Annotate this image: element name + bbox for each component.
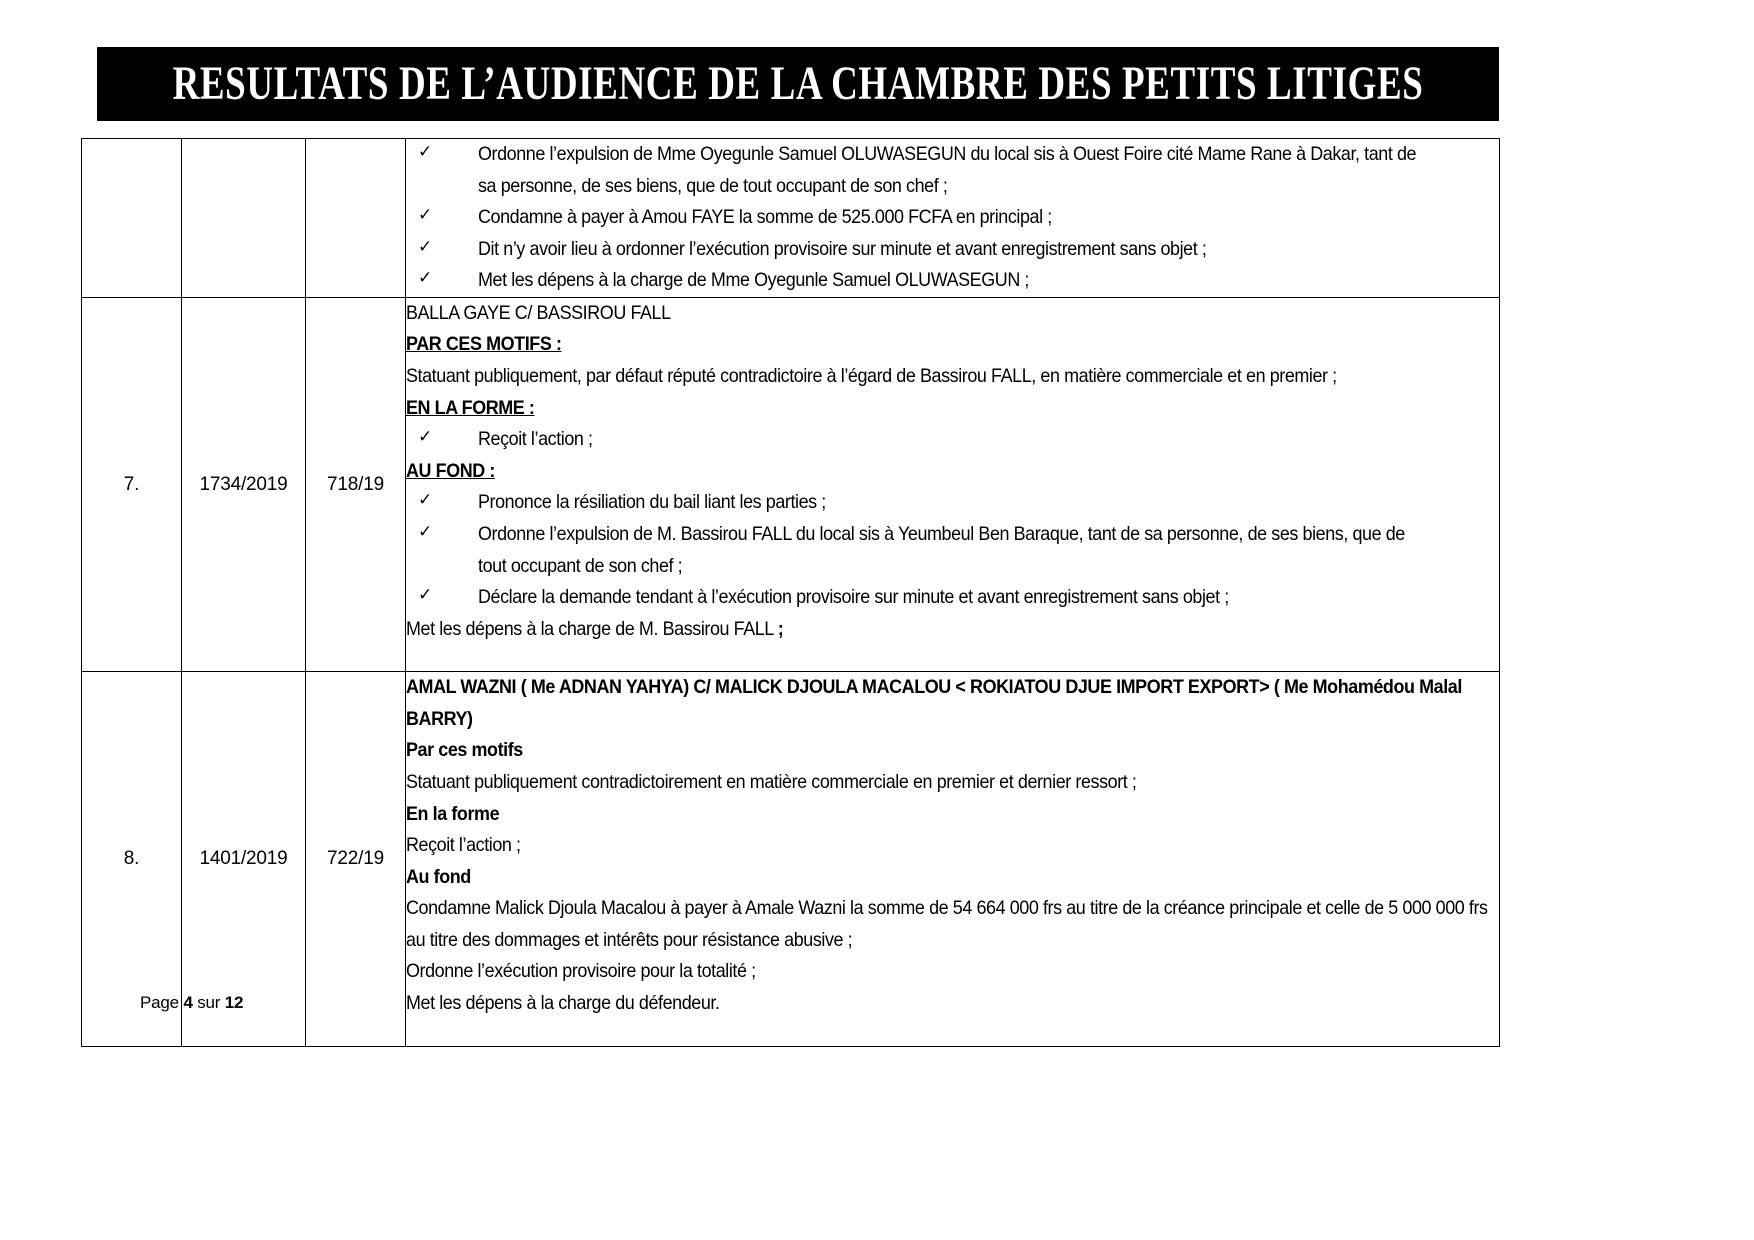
- check-icon: ✓: [418, 521, 432, 542]
- check-icon: ✓: [418, 142, 432, 162]
- cell-number: 8.: [82, 672, 182, 1046]
- decision-bullet: [406, 265, 1499, 297]
- footer-total-pages: 12: [224, 993, 244, 1012]
- decision-bullet-text: Déclare la demande tendant à l’exécution provisoire sur minute et avant enregistrement sans objet ;: [478, 586, 1229, 609]
- row-bottom-spacer: [406, 645, 1499, 671]
- footer-prefix: Page: [140, 993, 184, 1012]
- footer-middle: sur: [192, 993, 225, 1012]
- decision-bullet: [406, 519, 1499, 582]
- section-heading-en-la-forme: [406, 393, 1499, 425]
- decision-bullet: [406, 202, 1499, 234]
- hearing-results-table: [81, 138, 1500, 1047]
- cell-number: 7.: [82, 297, 182, 671]
- decision-costs-line: [406, 614, 1499, 646]
- section-heading-au-fond: Au fond: [406, 865, 471, 888]
- cell-rg-number: [182, 139, 306, 298]
- section-heading-au-fond: [406, 456, 1499, 488]
- check-icon: ✓: [418, 585, 432, 606]
- decision-paragraph: Statuant publiquement, par défaut réputé contradictoire à l’égard de Bassirou FALL, en matière commerciale et en premier ;: [406, 365, 1337, 388]
- decision-costs-text: Met les dépens à la charge de M. Bassirou FALL: [406, 617, 778, 640]
- table-row: [82, 139, 1500, 298]
- case-title: AMAL WAZNI ( Me ADNAN YAHYA) C/ MALICK DJOULA MACALOU < ROKIATOU DJUE IMPORT EXPORT> ( Me Mohamédou Malal BARRY): [406, 676, 1462, 730]
- page-footer: [140, 993, 243, 1013]
- page-header-banner: [97, 47, 1499, 121]
- decision-bullet-text: Reçoit l’action ;: [478, 428, 593, 451]
- check-icon: ✓: [418, 427, 432, 448]
- decision-bullet-text: Prononce la résiliation du bail liant les parties ;: [478, 491, 826, 514]
- section-heading-par-ces-motifs: Par ces motifs: [406, 739, 523, 762]
- row-bottom-spacer: [406, 1020, 1499, 1046]
- page-title: RESULTATS DE L’AUDIENCE DE LA CHAMBRE DES PETITS LITIGES: [172, 57, 1424, 111]
- table-row: [82, 297, 1500, 671]
- case-title: BALLA GAYE C/ BASSIROU FALL: [406, 301, 671, 324]
- cell-decision-text: [406, 297, 1500, 671]
- decision-paragraph: Ordonne l’exécution provisoire pour la totalité ;: [406, 960, 756, 983]
- section-heading-label: EN LA FORME :: [406, 396, 535, 419]
- decision-bullet-text: Met les dépens à la charge de Mme Oyegunle Samuel OLUWASEGUN ;: [478, 269, 1030, 292]
- cell-decision-text: [406, 139, 1500, 298]
- table-row: [82, 672, 1500, 1046]
- decision-bullet-text: Ordonne l’expulsion de M. Bassirou FALL du local sis à Yeumbeul Ben Baraque, tant de sa personne, de ses biens, que de tout occupant de son chef ;: [478, 522, 1405, 577]
- decision-paragraph: Reçoit l’action ;: [406, 834, 521, 857]
- decision-bullet-text: Condamne à payer à Amou FAYE la somme de 525.000 FCFA en principal ;: [478, 206, 1052, 229]
- decision-bullet: [406, 487, 1499, 519]
- cell-decision-text: [406, 672, 1500, 1046]
- decision-bullet: [406, 582, 1499, 614]
- decision-costs-line: Met les dépens à la charge du défendeur.: [406, 992, 720, 1015]
- cell-role-number: [306, 139, 406, 298]
- section-heading-label: PAR CES MOTIFS :: [406, 333, 562, 356]
- section-heading-label: AU FOND :: [406, 459, 495, 482]
- footer-current-page: 4: [183, 993, 193, 1012]
- decision-bullet: [406, 424, 1499, 456]
- cell-rg-number: 1401/2019: [182, 672, 306, 1046]
- check-icon: ✓: [418, 268, 432, 289]
- section-heading-en-la-forme: En la forme: [406, 802, 500, 825]
- table-body: [82, 139, 1500, 1047]
- check-icon: ✓: [418, 205, 432, 226]
- decision-bullet: [406, 139, 1499, 202]
- section-heading-par-ces-motifs: [406, 329, 1499, 361]
- decision-costs-terminator: ;: [777, 617, 784, 640]
- cell-rg-number: 1734/2019: [182, 297, 306, 671]
- decision-bullet: [406, 234, 1499, 266]
- check-icon: ✓: [418, 490, 432, 511]
- decision-bullet-text: Dit n’y avoir lieu à ordonner l’exécution provisoire sur minute et avant enregistrement sans objet ;: [478, 237, 1207, 260]
- cell-number: [82, 139, 182, 298]
- cell-role-number: 722/19: [306, 672, 406, 1046]
- decision-paragraph: Statuant publiquement contradictoirement en matière commerciale en premier et dernier ressort ;: [406, 770, 1137, 793]
- cell-role-number: 718/19: [306, 297, 406, 671]
- decision-paragraph: Condamne Malick Djoula Macalou à payer à Amale Wazni la somme de 54 664 000 frs au titre de la créance principale et celle de 5 000 000 frs au titre des dommages et intérêts pour résistance abusive ;: [406, 897, 1488, 951]
- check-icon: ✓: [418, 236, 432, 257]
- decision-bullet-text: Ordonne l’expulsion de Mme Oyegunle Samuel OLUWASEGUN du local sis à Ouest Foire cité Mame Rane à Dakar, tant de sa personne, de ses biens, que de tout occupant de son chef ;: [478, 143, 1417, 197]
